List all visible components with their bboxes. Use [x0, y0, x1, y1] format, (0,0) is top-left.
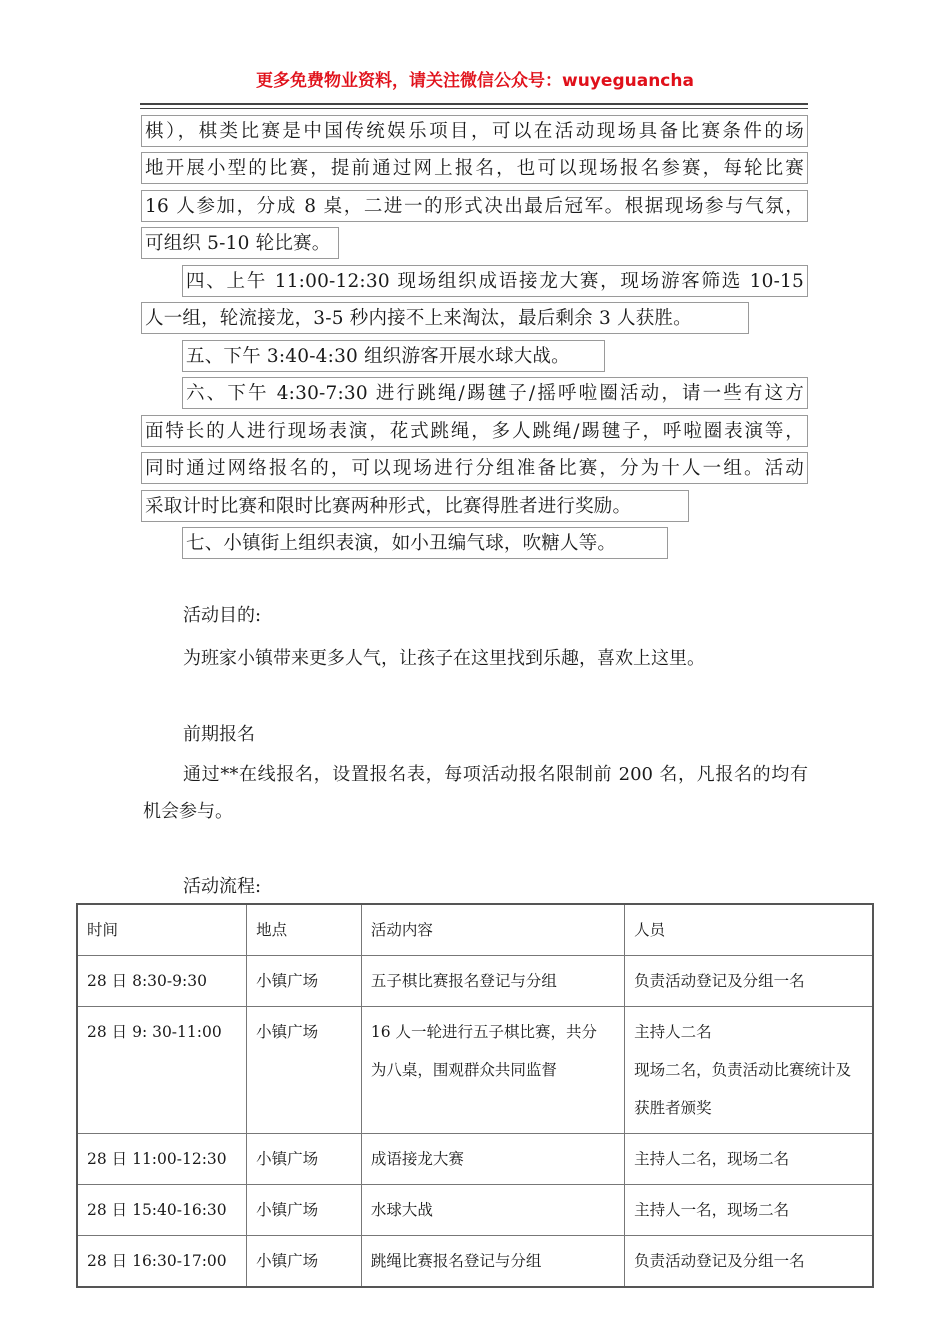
column-header: 地点	[247, 904, 362, 956]
cell-staff-line: 现场二名，负责活动比赛统计及	[634, 1061, 852, 1079]
table-row	[77, 1134, 873, 1185]
cell-time: 28 日 11:00-12:30	[77, 1134, 247, 1185]
cell-time: 28 日 16:30-17:00	[77, 1236, 247, 1288]
body-line: 人一组，轮流接龙，3-5 秒内接不上来淘汰，最后剩余 3 人获胜。	[141, 302, 749, 334]
column-header: 活动内容	[361, 904, 624, 956]
cell-staff-line: 主持人一名，现场二名	[634, 1201, 790, 1219]
table-row	[77, 956, 873, 1007]
registration-text-cont: 机会参与。	[143, 801, 233, 822]
purpose-text: 为班家小镇带来更多人气，让孩子在这里找到乐趣，喜欢上这里。	[183, 648, 705, 669]
schedule-table	[76, 903, 874, 1288]
cell-content-line: 16 人一轮进行五子棋比赛，共分	[370, 1023, 598, 1041]
cell-place: 小镇广场	[247, 1134, 362, 1185]
purpose-heading: 活动目的:	[183, 605, 262, 626]
header-rule-thin	[140, 108, 808, 109]
cell-staff	[625, 1236, 873, 1288]
body-line: 棋），棋类比赛是中国传统娱乐项目，可以在活动现场具备比赛条件的场	[141, 115, 808, 147]
cell-content	[361, 1185, 624, 1236]
body-line: 四、上午 11:00-12:30 现场组织成语接龙大赛，现场游客筛选 10-15	[182, 265, 808, 297]
cell-content	[361, 956, 624, 1007]
cell-staff-line: 负责活动登记及分组一名	[634, 972, 805, 990]
cell-content-line: 跳绳比赛报名登记与分组	[370, 1252, 542, 1270]
body-line: 地开展小型的比赛，提前通过网上报名，也可以现场报名参赛，每轮比赛	[141, 152, 808, 184]
cell-staff-line: 负责活动登记及分组一名	[634, 1252, 805, 1270]
body-line: 16 人参加，分成 8 桌，二进一的形式决出最后冠军。根据现场参与气氛，	[141, 190, 808, 222]
cell-content	[361, 1007, 624, 1134]
registration-text: 通过**在线报名，设置报名表，每项活动报名限制前 200 名，凡报名的均有	[183, 764, 808, 785]
cell-staff	[625, 1134, 873, 1185]
cell-staff	[625, 1185, 873, 1236]
table-header-row	[77, 904, 873, 956]
cell-staff	[625, 1007, 873, 1134]
body-line: 同时通过网络报名的，可以现场进行分组准备比赛，分为十人一组。活动	[141, 452, 808, 484]
cell-content-line: 五子棋比赛报名登记与分组	[370, 972, 557, 990]
table-row	[77, 1236, 873, 1288]
cell-content	[361, 1236, 624, 1288]
table-row	[77, 1185, 873, 1236]
body-line: 采取计时比赛和限时比赛两种形式，比赛得胜者进行奖励。	[141, 490, 689, 522]
cell-content	[361, 1134, 624, 1185]
cell-staff	[625, 956, 873, 1007]
cell-place: 小镇广场	[247, 1007, 362, 1134]
column-header: 时间	[77, 904, 247, 956]
cell-content-line: 成语接龙大赛	[370, 1150, 464, 1168]
header-rule-thick	[140, 103, 808, 105]
column-header: 人员	[625, 904, 873, 956]
cell-content-line: 为八桌，围观群众共同监督	[370, 1061, 557, 1079]
body-line: 可组织 5-10 轮比赛。	[141, 227, 339, 259]
body-line: 六、下午 4:30-7:30 进行跳绳/踢毽子/摇呼啦圈活动，请一些有这方	[182, 377, 808, 409]
cell-staff-line: 主持人二名，现场二名	[634, 1150, 790, 1168]
cell-time: 28 日 9: 30-11:00	[77, 1007, 247, 1134]
cell-time: 28 日 8:30-9:30	[77, 956, 247, 1007]
flow-heading: 活动流程:	[183, 876, 262, 897]
cell-content-line: 水球大战	[370, 1201, 433, 1219]
cell-place: 小镇广场	[247, 1236, 362, 1288]
cell-staff-line: 获胜者颁奖	[634, 1099, 712, 1117]
cell-place: 小镇广场	[247, 1185, 362, 1236]
table-row	[77, 1007, 873, 1134]
promo-header: 更多免费物业资料，请关注微信公众号：wuyeguancha	[256, 71, 694, 91]
registration-heading: 前期报名	[183, 724, 255, 745]
cell-staff-line: 主持人二名	[634, 1023, 712, 1041]
cell-time: 28 日 15:40-16:30	[77, 1185, 247, 1236]
body-line: 面特长的人进行现场表演，花式跳绳，多人跳绳/踢毽子，呼啦圈表演等，	[141, 415, 808, 447]
body-line: 七、小镇街上组织表演，如小丑编气球，吹糖人等。	[182, 527, 668, 559]
cell-place: 小镇广场	[247, 956, 362, 1007]
body-line: 五、下午 3:40-4:30 组织游客开展水球大战。	[182, 340, 605, 372]
